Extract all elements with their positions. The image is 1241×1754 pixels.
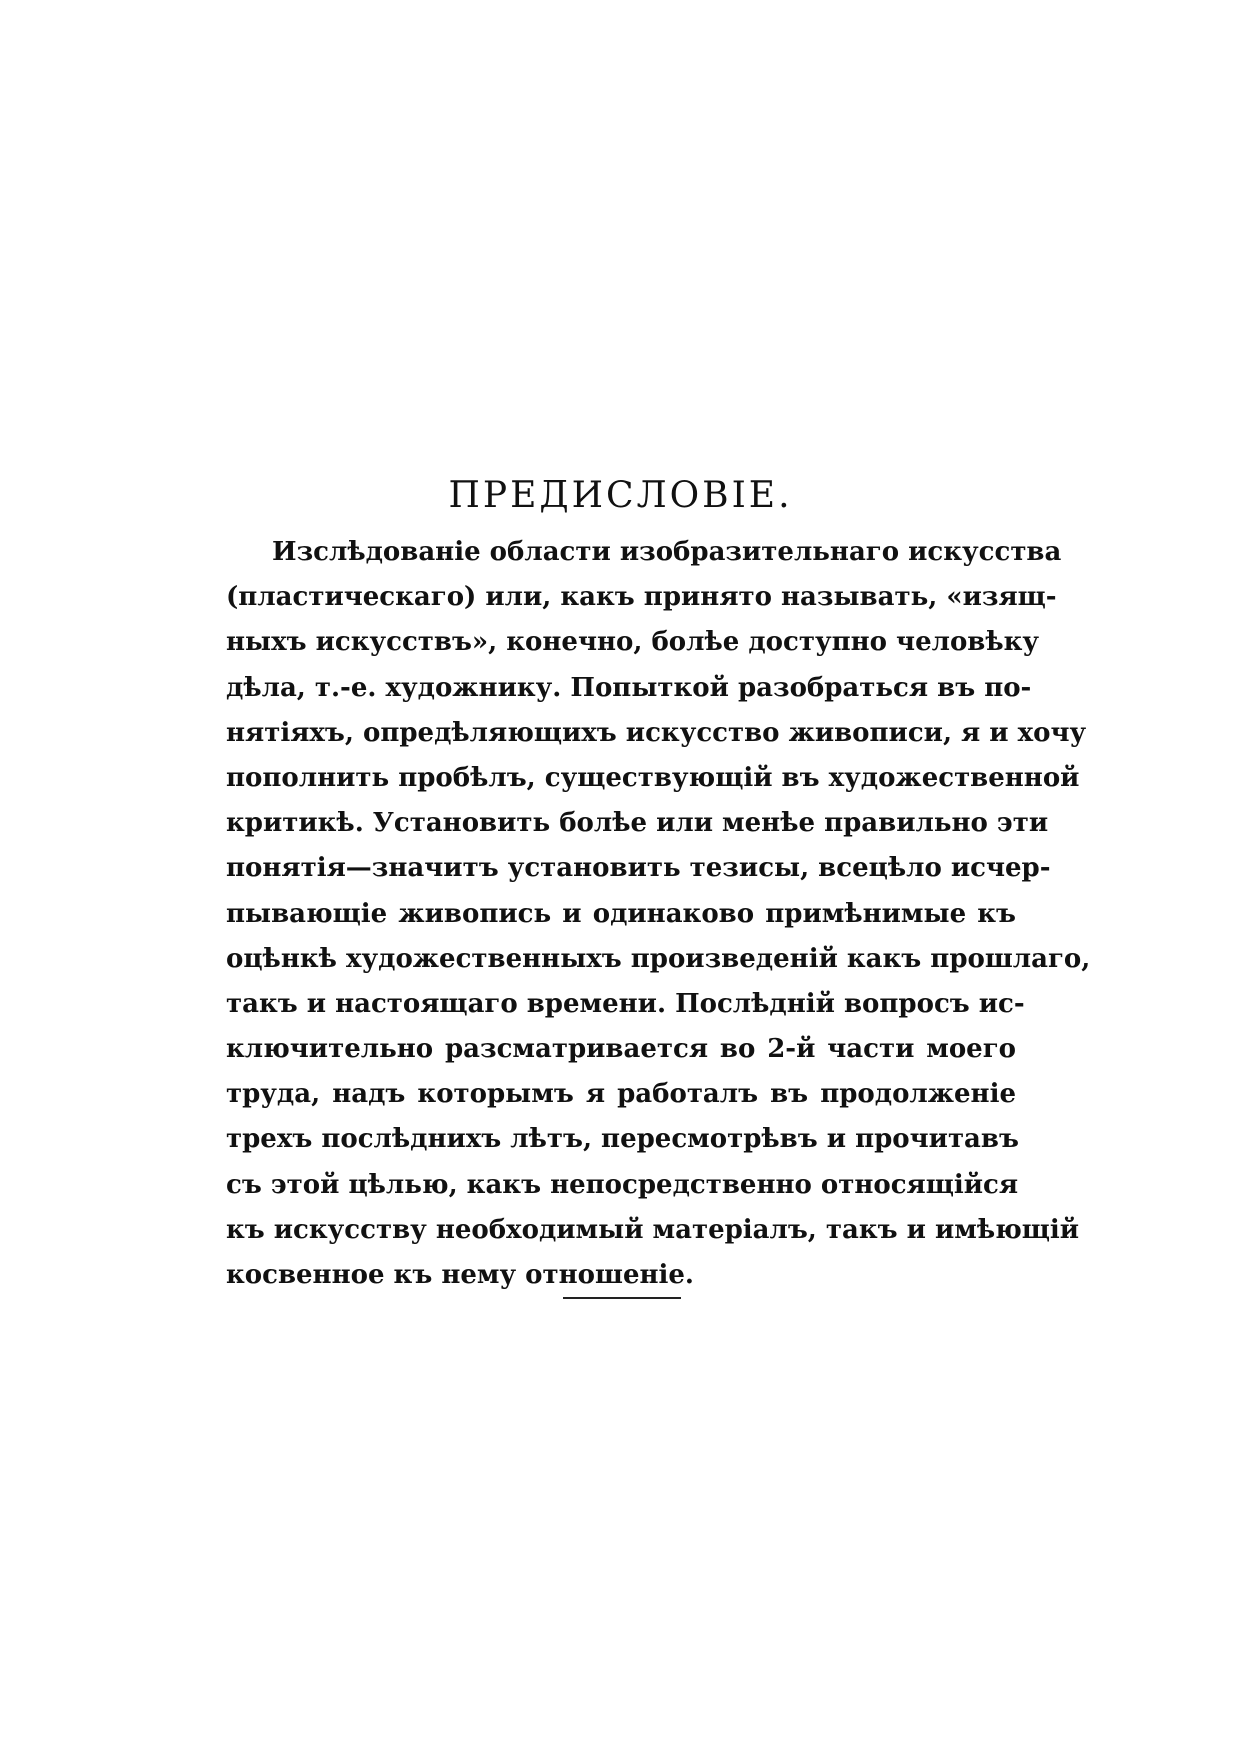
text-line: съ этой цѣлью, какъ непосредственно относящійся xyxy=(226,1169,1019,1200)
text-line: дѣла, т.-е. художнику. Попыткой разобраться въ по- xyxy=(226,672,1032,703)
text-line: понятія—значитъ установить тезисы, всецѣло исчер- xyxy=(226,853,1051,884)
text-line: труда, надъ которымъ я работалъ въ продолженіе xyxy=(226,1079,1016,1110)
text-line: оцѣнкѣ художественныхъ произведеній какъ прошлаго, xyxy=(226,943,1091,974)
text-line: ныхъ искусствъ», конечно, болѣе доступно человѣку xyxy=(226,627,1040,658)
section-end-rule xyxy=(563,1297,681,1299)
text-line: критикѣ. Установить болѣе или менѣе правильно эти xyxy=(226,808,1049,839)
text-line: пывающіе живопись и одинаково примѣнимые къ xyxy=(226,898,1016,929)
text-line: косвенное къ нему отношеніе. xyxy=(226,1260,694,1290)
text-line: (пластическаго) или, какъ принято называть, «изящ- xyxy=(226,582,1057,613)
text-line: нятіяхъ, опредѣляющихъ искусство живописи, я и хочу xyxy=(226,717,1087,748)
text-line: Изслѣдованіе области изобразительнаго искусства xyxy=(272,537,1062,567)
text-line: къ искусству необходимый матеріалъ, такъ и имѣющій xyxy=(226,1214,1080,1245)
page-title: ПРЕДИСЛОВІЕ. xyxy=(448,475,793,517)
preface-paragraph xyxy=(226,530,1091,1298)
text-line: такъ и настоящаго времени. Послѣдній вопросъ ис- xyxy=(226,988,1025,1019)
text-line: трехъ послѣднихъ лѣтъ, пересмотрѣвъ и прочитавъ xyxy=(226,1124,1019,1155)
text-line: ключительно разсматривается во 2-й части моего xyxy=(226,1034,1016,1065)
text-line: пополнить пробѣлъ, существующій въ художественной xyxy=(226,762,1080,793)
